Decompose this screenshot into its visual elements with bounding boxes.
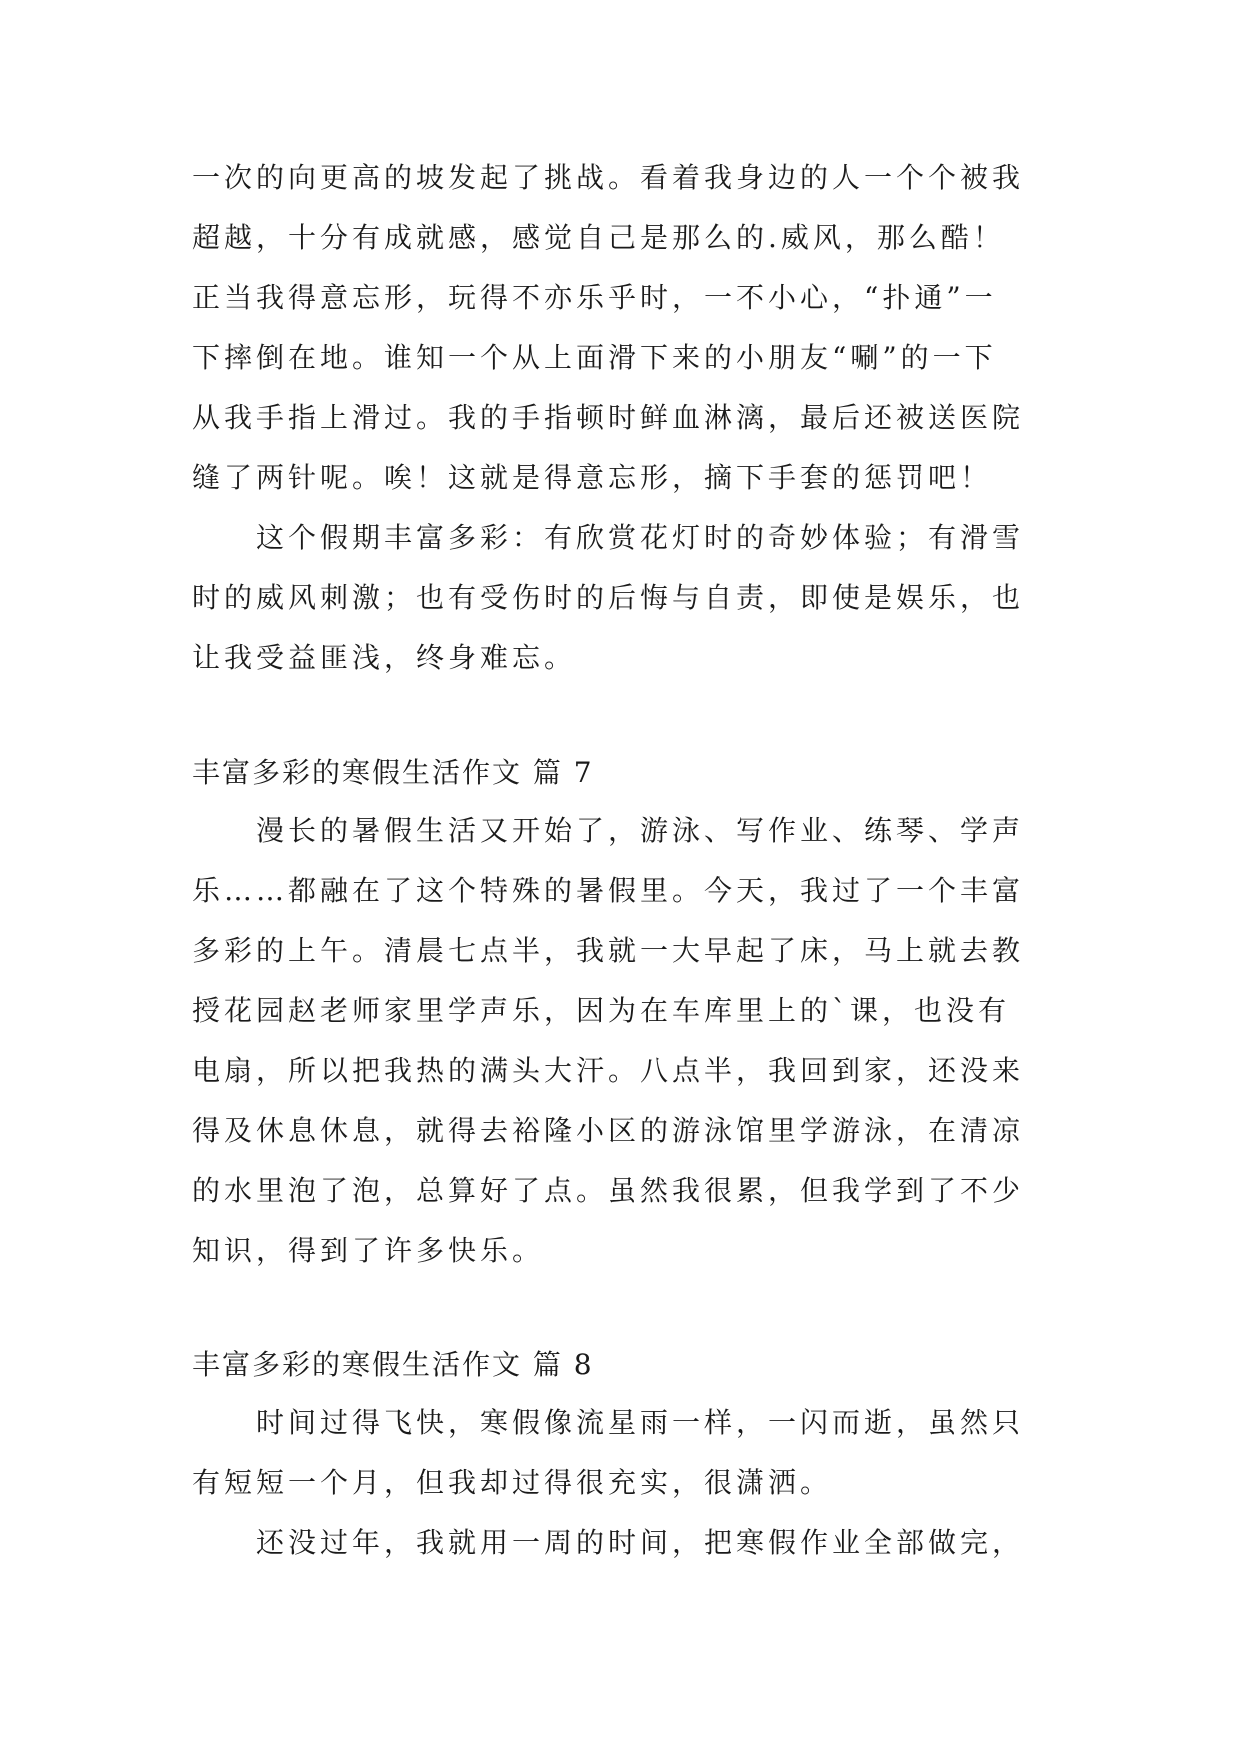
body-text-line: 时的威风刺激；也有受伤时的后悔与自责，即使是娱乐，也 xyxy=(192,581,1025,614)
body-text-line: 知识，得到了许多快乐。 xyxy=(192,1234,545,1267)
body-text-line: 得及休息休息，就得去裕隆小区的游泳馆里学游泳，在清凉 xyxy=(192,1114,1025,1147)
body-text-line: 电扇，所以把我热的满头大汗。八点半，我回到家，还没来 xyxy=(192,1054,1025,1087)
body-text-line: 让我受益匪浅，终身难忘。 xyxy=(192,641,577,674)
section-heading: 丰富多彩的寒假生活作文 篇 8 xyxy=(192,1348,594,1381)
body-text-line: 缝了两针呢。唉！这就是得意忘形，摘下手套的惩罚吧！ xyxy=(192,461,993,494)
body-text-line: 多彩的上午。清晨七点半，我就一大早起了床，马上就去教 xyxy=(192,934,1025,967)
body-text-line: 有短短一个月，但我却过得很充实，很潇洒。 xyxy=(192,1466,833,1499)
body-text-line: 的水里泡了泡，总算好了点。虽然我很累，但我学到了不少 xyxy=(192,1174,1025,1207)
body-text-line: 一次的向更高的坡发起了挑战。看着我身边的人一个个被我 xyxy=(192,161,1025,194)
paragraph-start-line: 时间过得飞快，寒假像流星雨一样，一闪而逝，虽然只 xyxy=(256,1406,1025,1439)
paragraph-start-line: 这个假期丰富多彩：有欣赏花灯时的奇妙体验；有滑雪 xyxy=(256,521,1025,554)
body-text-line: 下摔倒在地。谁知一个从上面滑下来的小朋友“唰”的一下 xyxy=(192,341,997,374)
body-text-line: 从我手指上滑过。我的手指顿时鲜血淋漓，最后还被送医院 xyxy=(192,401,1025,434)
section-heading: 丰富多彩的寒假生活作文 篇 7 xyxy=(192,756,594,789)
paragraph-start-line: 还没过年，我就用一周的时间，把寒假作业全部做完， xyxy=(256,1526,1025,1559)
body-text-line: 授花园赵老师家里学声乐，因为在车库里上的`课，也没有 xyxy=(192,994,1011,1027)
body-text-line: 超越，十分有成就感，感觉自己是那么的.威风，那么酷！ xyxy=(192,221,1005,254)
body-text-line: 正当我得意忘形，玩得不亦乐乎时，一不小心，“扑通”一 xyxy=(192,281,997,314)
paragraph-start-line: 漫长的暑假生活又开始了，游泳、写作业、练琴、学声 xyxy=(256,814,1025,847)
body-text-line: 乐……都融在了这个特殊的暑假里。今天，我过了一个丰富 xyxy=(192,874,1025,907)
